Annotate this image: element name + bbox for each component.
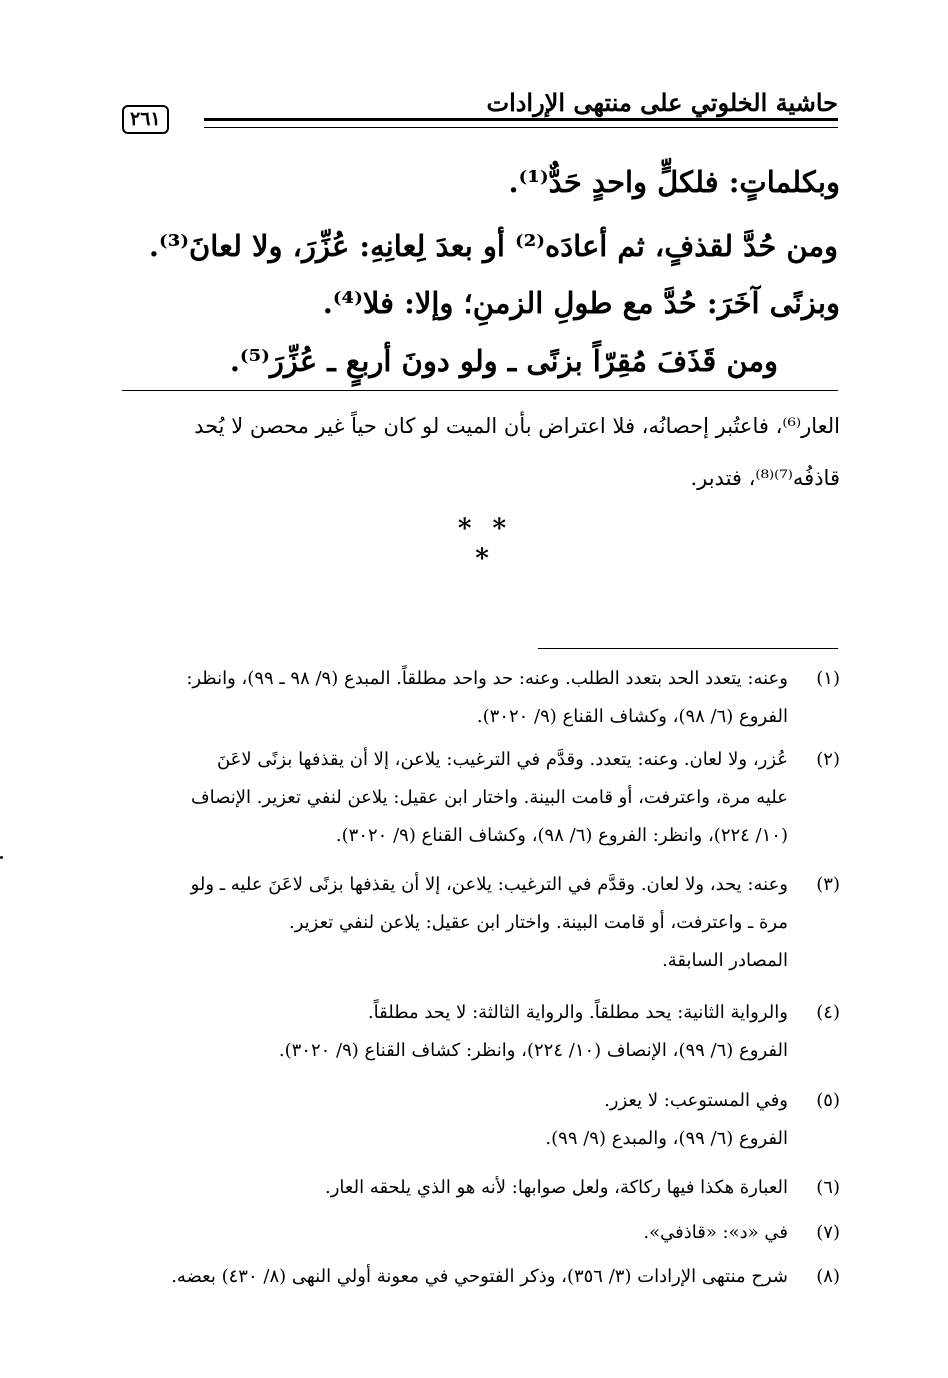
- footnote-line: وعنه: يتعدد الحد بتعدد الطلب. وعنه: حد واحد مطلقاً. المبدع (٩/ ٩٨ ـ ٩٩)، وانظر:: [186, 668, 788, 689]
- footnote-line: وعنه: يحد، ولا لعان. وقدَّم في الترغيب: يلاعن، إلا أن يقذفها بزنًى لاعَنَ عليه ـ ولو: [190, 874, 788, 895]
- footnote-line: مرة ـ واعترفت، أو قامت البينة. واختار ابن عقيل: يلاعن لنفي تعزير.: [289, 912, 788, 933]
- footnote-number: (٨): [816, 1266, 840, 1287]
- commentary-line: قاذفُه⁽⁷⁾⁽⁸⁾، فتدبر.: [690, 466, 840, 490]
- footnote-line: المصادر السابقة.: [662, 950, 788, 971]
- page-number: ٢٦١: [122, 105, 169, 134]
- commentary-line: العار⁽⁶⁾، فاعتُبر إحصانُه، فلا اعتراض بأن الميت لو كان حياً غير محصن لا يُحد: [194, 414, 840, 438]
- footnote-line: والرواية الثانية: يحد مطلقاً. والرواية الثالثة: لا يحد مطلقاً.: [367, 1002, 788, 1023]
- running-header: [122, 82, 838, 132]
- section-separator: * * *: [457, 514, 513, 574]
- main-text-line: وبكلماتٍ: فلكلٍّ واحدٍ حَدٌّ⁽¹⁾.: [508, 165, 840, 199]
- footnote-line: العبارة هكذا فيها ركاكة، ولعل صوابها: لأنه هو الذي يلحقه العار.: [325, 1177, 788, 1198]
- footnote-line: (١٠/ ٢٢٤)، وانظر: الفروع (٦/ ٩٨)، وكشاف القناع (٩/ ٣٠٢٠).: [335, 825, 788, 846]
- footnote: [122, 1262, 840, 1302]
- footnote-divider: [538, 648, 838, 649]
- footnote-number: (٦): [816, 1177, 840, 1198]
- footnote: [122, 998, 840, 1061]
- footnote-line: الفروع (٦/ ٩٨)، وكشاف القناع (٩/ ٣٠٢٠).: [476, 706, 788, 727]
- footnote-number: (٤): [816, 1002, 840, 1023]
- main-text-line: ومن قَذَفَ مُقِرّاً بزنًى ـ ولو دونَ أربعٍ ـ عُزِّرَ⁽⁵⁾.: [229, 344, 778, 378]
- footnote-line: عليه مرة، واعترفت، أو قامت البينة. واختار ابن عقيل: يلاعن لنفي تعزير. الإنصاف: [190, 787, 788, 808]
- main-text-divider: [122, 390, 838, 391]
- footnote: [122, 664, 840, 727]
- footnote-number: (٧): [816, 1222, 840, 1243]
- footnote-line: عُزر، ولا لعان. وعنه: يتعدد. وقدَّم في الترغيب: يلاعن، إلا أن يقذفها بزنًى لاعَنَ: [216, 749, 788, 770]
- footnote-line: شرح منتهى الإرادات (٣/ ٣٥٦)، وذكر الفتوحي في معونة أولي النهى (٨/ ٤٣٠) بعضه.: [171, 1266, 788, 1287]
- header-rule: [204, 118, 838, 128]
- footnote: [122, 1218, 840, 1258]
- footnote-line: وفي المستوعب: لا يعزر.: [604, 1090, 788, 1111]
- footnote-number: (٢): [816, 749, 840, 770]
- footnote: [122, 870, 840, 971]
- footnote-line: في «د»: «قاذفي».: [643, 1222, 788, 1243]
- footnote: [122, 745, 840, 846]
- footnote-number: (٥): [816, 1090, 840, 1111]
- footnote: [122, 1086, 840, 1149]
- footnote-number: (١): [816, 668, 840, 689]
- footnote: [122, 1173, 840, 1213]
- main-text-line: وبزنًى آخَرَ: حُدَّ مع طولِ الزمنِ؛ وإلا: فلا⁽⁴⁾.: [322, 286, 840, 320]
- footnote-line: الفروع (٦/ ٩٩)، والمبدع (٩/ ٩٩).: [545, 1128, 788, 1149]
- margin-speck: [0, 856, 3, 859]
- main-text-line: ومن حُدَّ لقذفٍ، ثم أعادَه⁽²⁾ أو بعدَ لِعانِهِ: عُزِّرَ، ولا لعانَ⁽³⁾.: [148, 229, 838, 263]
- footnote-line: الفروع (٦/ ٩٩)، الإنصاف (١٠/ ٢٢٤)، وانظر: كشاف القناع (٩/ ٣٠٢٠).: [278, 1040, 788, 1061]
- book-title: حاشية الخلوتي على منتهى الإرادات: [486, 88, 838, 117]
- footnote-number: (٣): [816, 874, 840, 895]
